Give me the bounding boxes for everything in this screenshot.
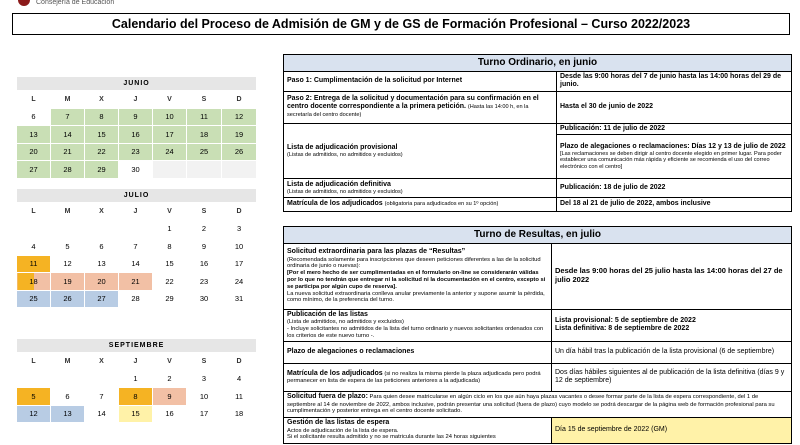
- matricula-value: Dos días hábiles siguientes al de publicación de la lista definitiva (días 9 y 12 de septiembre): [552, 363, 792, 391]
- weekday-header: V: [153, 353, 187, 371]
- definitiva-value: Publicación: 18 de julio de 2022: [557, 179, 792, 198]
- gestion-value: Día 15 de septiembre de 2022 (GM): [552, 417, 792, 443]
- calendar-day: 4: [17, 238, 51, 256]
- calendar-day: 2: [187, 220, 222, 238]
- calendar-day: 25: [17, 290, 51, 308]
- weekday-header: L: [17, 203, 51, 221]
- weekday-header: M: [51, 203, 85, 221]
- calendar-day: [187, 161, 222, 179]
- matricula-label: Matrícula de los adjudicados: [287, 369, 383, 377]
- calendar-day: 19: [222, 126, 257, 144]
- calendar-day: 12: [51, 255, 85, 273]
- calendar-day: 26: [51, 290, 85, 308]
- publicacion-label: Publicación de las listas: [287, 310, 368, 318]
- page-title: Calendario del Proceso de Admisión de GM y de GS de Formación Profesional – Curso 2022/2023: [12, 13, 790, 35]
- provisional-note: (Listas de admitidos, no admitidos y excluidos): [287, 151, 403, 158]
- calendar-day: 12: [17, 405, 51, 423]
- calendar-day: 20: [85, 273, 119, 291]
- calendar-day: [51, 370, 85, 388]
- calendar-day: 27: [85, 290, 119, 308]
- calendar-day: 24: [153, 143, 187, 161]
- publicacion-definitiva: Lista definitiva: 8 de septiembre de 2022: [555, 325, 690, 333]
- calendar-septiembre: [16, 338, 257, 423]
- calendar-day: 21: [51, 143, 85, 161]
- publicacion-values: [552, 309, 792, 341]
- calendar-day: 22: [153, 273, 187, 291]
- calendar-day: 22: [85, 143, 119, 161]
- weekday-header: S: [187, 91, 222, 109]
- weekday-header: M: [51, 353, 85, 371]
- calendar-day: 13: [85, 255, 119, 273]
- paso2-note: (Hasta las 14:00 h, en la secretaría del centro docente): [287, 104, 529, 119]
- calendar-day: 9: [187, 238, 222, 256]
- calendar-day: 10: [187, 388, 222, 406]
- calendar-day: 6: [51, 388, 85, 406]
- calendar-day: 28: [119, 290, 153, 308]
- weekday-header: V: [153, 91, 187, 109]
- definitiva-cell: [284, 179, 557, 198]
- calendar-week: [17, 126, 257, 144]
- provisional-alegaciones-note: [Las reclamaciones se deben dirigir al centro docente elegido en primer lugar. Para poder establecer una comunicación más rápida y eficiente se recomienda el uso del correo electrónico con el centro]: [560, 150, 782, 170]
- calendar-day: 5: [51, 238, 85, 256]
- definitiva-note: (Listas de admitidos, no admitidos y excluidos): [287, 188, 403, 195]
- month-header: JUNIO: [17, 77, 257, 91]
- weekday-header: M: [51, 91, 85, 109]
- calendar-day: 17: [187, 405, 222, 423]
- calendar-day: 9: [153, 388, 187, 406]
- calendar-week: [17, 255, 257, 273]
- calendar-day: 30: [119, 161, 153, 179]
- calendar-day: 19: [51, 273, 85, 291]
- weekday-header: D: [222, 353, 257, 371]
- paso2-value: Hasta el 30 de junio de 2022: [557, 91, 792, 123]
- calendar-day: 8: [85, 108, 119, 126]
- weekday-header: J: [119, 91, 153, 109]
- weekday-header: V: [153, 203, 187, 221]
- matricula-label: Matrícula de los adjudicados: [287, 200, 383, 208]
- section-title: Turno de Resultas, en julio: [284, 227, 792, 244]
- calendar-day: [85, 220, 119, 238]
- provisional-publication: Publicación: 11 de julio de 2022: [557, 123, 792, 134]
- calendar-day: 3: [222, 220, 257, 238]
- gestion-cell: [284, 417, 552, 443]
- calendar-day: 1: [153, 220, 187, 238]
- calendar-day: [85, 370, 119, 388]
- weekday-header: D: [222, 203, 257, 221]
- alegaciones-label: Plazo de alegaciones o reclamaciones: [284, 341, 552, 363]
- calendar-day: 13: [17, 126, 51, 144]
- calendar-day: 15: [119, 405, 153, 423]
- calendar-day: 5: [17, 388, 51, 406]
- publicacion-provisional: Lista provisional: 5 de septiembre de 2022: [555, 317, 696, 325]
- calendar-week: [17, 238, 257, 256]
- weekday-header: S: [187, 203, 222, 221]
- solicitud-label: Solicitud extraordinaria para las plazas de “Resultas”: [287, 248, 466, 256]
- calendar-day: 17: [153, 126, 187, 144]
- calendar-day: 16: [153, 405, 187, 423]
- calendar-day: 7: [51, 108, 85, 126]
- calendar-day: 25: [187, 143, 222, 161]
- calendar-day: [17, 220, 51, 238]
- calendar-day: 14: [119, 255, 153, 273]
- fuera-plazo-text: Para quien desee matricularse en algún ciclo en los que aún haya plazas vacantes o desee formar parte de la lista de espera correspondiente, del 1 de septiembre al 14 de noviembre de 2022, ambos inclusive, podrán presentar una solicitud (fuera de plazo) cuyo modelo se podrá descargar de la página web de formación profesional para su cumplimentación y posterior entrega en el centro docente solicitado.: [287, 394, 775, 415]
- weekday-header: X: [85, 353, 119, 371]
- calendar-day: 12: [222, 108, 257, 126]
- calendar-day: 18: [187, 126, 222, 144]
- fuera-plazo-label: Solicitud fuera de plazo:: [287, 393, 368, 401]
- calendar-day: 16: [119, 126, 153, 144]
- calendar-day: 23: [187, 273, 222, 291]
- calendar-julio: [16, 188, 257, 308]
- calendar-week: [17, 405, 257, 423]
- calendar-week: [17, 220, 257, 238]
- paso1-value: Desde las 9:00 horas del 7 de junio hasta las 14:00 horas del 29 de junio.: [557, 71, 792, 91]
- gestion-label: Gestión de las listas de espera: [287, 419, 390, 427]
- calendar-day: [119, 220, 153, 238]
- calendar-day: 29: [85, 161, 119, 179]
- paso2-label: Paso 2: Entrega de la solicitud y documentación para su confirmación en el centro docente correspondiente a la primera petición.: [287, 94, 539, 111]
- calendar-day: 28: [51, 161, 85, 179]
- solicitud-value: Desde las 9:00 horas del 25 julio hasta las 14:00 horas del 27 de julio 2022: [552, 243, 792, 309]
- calendar-day: 14: [85, 405, 119, 423]
- alegaciones-value: Un día hábil tras la publicación de la lista provisional (6 de septiembre): [552, 341, 792, 363]
- publicacion-cell: [284, 309, 552, 341]
- header-strip: [0, 0, 800, 10]
- matricula-note: (obligatoria para adjudicados en su 1º opción): [384, 201, 499, 208]
- provisional-alegaciones: Plazo de alegaciones o reclamaciones: Días 12 y 13 de julio de 2022: [560, 142, 786, 150]
- matricula-cell: [284, 198, 557, 212]
- solicitud-note2: [Por el mero hecho de ser cumplimentadas en el formulario on-line se considerarán válidas por lo que no tendrán que entregar ni la solicitud ni la documentación en el centro, excepto si se participa por algún cupo de reserva].: [287, 270, 546, 290]
- calendar-week: [17, 290, 257, 308]
- calendar-day: 7: [119, 238, 153, 256]
- weekday-header: J: [119, 353, 153, 371]
- calendar-day: 11: [17, 255, 51, 273]
- calendar-day: 21: [119, 273, 153, 291]
- calendar-day: 13: [51, 405, 85, 423]
- month-header: JULIO: [17, 189, 257, 203]
- calendar-day: 11: [187, 108, 222, 126]
- matricula-value: Del 18 al 21 de julio de 2022, ambos inclusive: [557, 198, 792, 212]
- calendar-week: [17, 108, 257, 126]
- calendar-day: 18: [222, 405, 257, 423]
- weekday-header: D: [222, 91, 257, 109]
- calendar-day: 8: [119, 388, 153, 406]
- calendar-day: 26: [222, 143, 257, 161]
- weekday-header: X: [85, 91, 119, 109]
- calendar-day: 14: [51, 126, 85, 144]
- calendar-day: 16: [187, 255, 222, 273]
- calendar-day: [153, 161, 187, 179]
- turno-ordinario-table: [283, 54, 792, 212]
- matricula-note: (si no realiza la misma pierde la plaza adjudicada pero podrá permanecer en lista de espera de las peticiones anteriores a la adjudicada): [287, 370, 541, 384]
- month-header: SEPTIEMBRE: [17, 339, 257, 353]
- calendar-day: 6: [85, 238, 119, 256]
- weekday-header: S: [187, 353, 222, 371]
- provisional-cell: [284, 123, 557, 178]
- calendar-day: 8: [153, 238, 187, 256]
- solicitud-cell: [284, 243, 552, 309]
- fuera-plazo-cell: [284, 391, 792, 417]
- publicacion-note1: (Lista de admitidos, no admitidos y excluidos): [287, 319, 404, 326]
- calendar-week: [17, 273, 257, 291]
- calendar-day: 30: [187, 290, 222, 308]
- calendar-day: 27: [17, 161, 51, 179]
- calendar-day: 15: [85, 126, 119, 144]
- gestion-note1: Actos de adjudicación de la lista de espera.: [287, 427, 399, 434]
- calendar-day: 17: [222, 255, 257, 273]
- weekday-header: L: [17, 353, 51, 371]
- weekday-header: X: [85, 203, 119, 221]
- calendar-day: 29: [153, 290, 187, 308]
- calendar-day: 3: [187, 370, 222, 388]
- calendar-day: 9: [119, 108, 153, 126]
- calendar-day: 4: [222, 370, 257, 388]
- calendar-day: 1: [119, 370, 153, 388]
- org-name: Consejería de Educación: [36, 0, 115, 6]
- provisional-label: Lista de adjudicación provisional: [287, 143, 398, 151]
- calendar-week: [17, 143, 257, 161]
- calendar-day: 31: [222, 290, 257, 308]
- calendar-day: [222, 161, 257, 179]
- paso1-label: Paso 1: Cumplimentación de la solicitud por Internet: [284, 71, 557, 91]
- calendar-day: 23: [119, 143, 153, 161]
- calendar-day: 11: [222, 388, 257, 406]
- provisional-alegaciones-cell: [557, 135, 792, 179]
- calendar-day: 10: [222, 238, 257, 256]
- publicacion-note2: - Incluye solicitantes no admitidos de la lista del turno ordinario y nuevos solicitantes ordenados con los criterios de este nuevo turno -.: [287, 326, 544, 339]
- calendar-week: [17, 370, 257, 388]
- section-title: Turno Ordinario, en junio: [284, 55, 792, 72]
- government-seal-icon: [18, 0, 30, 6]
- calendar-day: 7: [85, 388, 119, 406]
- calendar-day: 18: [17, 273, 51, 291]
- matricula-cell: [284, 363, 552, 391]
- calendar-day: 2: [153, 370, 187, 388]
- weekday-header: L: [17, 91, 51, 109]
- calendar-junio: [16, 76, 257, 179]
- solicitud-note1: (Recomendada solamente para inscripciones que deseen peticiones diferentes a las de la solicitud ordinaria de junio o nuevas):: [287, 256, 541, 270]
- calendar-day: 6: [17, 108, 51, 126]
- turno-resultas-table: [283, 226, 792, 444]
- solicitud-note3: La nueva solicitud extraordinaria conlleva anular previamente la anterior y supone asumir la pérdida, como mínimo, de la preferencia del turno.: [287, 290, 545, 304]
- calendar-day: [17, 370, 51, 388]
- calendar-day: 24: [222, 273, 257, 291]
- weekday-header: J: [119, 203, 153, 221]
- definitiva-label: Lista de adjudicación definitiva: [287, 180, 391, 188]
- calendar-week: [17, 388, 257, 406]
- gestion-note2: Si el solicitante resulta admitido y no se matricula durante las 24 horas siguientes: [287, 434, 496, 441]
- calendar-day: 10: [153, 108, 187, 126]
- calendar-day: 15: [153, 255, 187, 273]
- paso2-cell: [284, 91, 557, 123]
- calendar-week: [17, 161, 257, 179]
- calendar-day: 20: [17, 143, 51, 161]
- calendar-day: [51, 220, 85, 238]
